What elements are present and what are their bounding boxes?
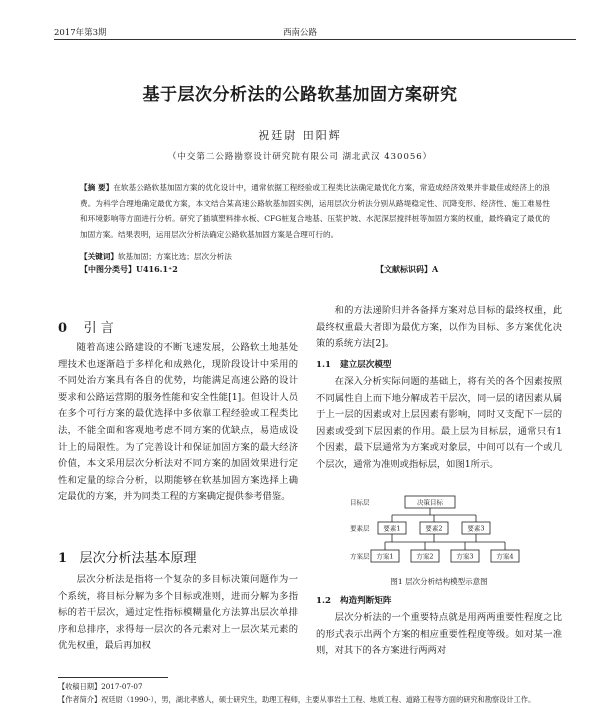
- ahp-paragraph: 层次分析法是指将一个复杂的多目标决策问题作为一个系统，将目标分解为多个目标或准则，进而分解为多指标的若干层次，通过定性指标模糊量化方法算出层次单排序和总排序，求得每一层次的各元素对上一层次某元素的优先权重，最后再加权: [58, 574, 298, 652]
- level-label: 目标层: [350, 498, 370, 507]
- keywords: [80, 251, 232, 262]
- footnote-rule: [58, 677, 168, 678]
- running-header-journal: 西南公路: [282, 28, 317, 38]
- model-paragraph: 在深入分析实际问题的基础上，将有关的各个因素按照不同属性自上而下地分解成若干层次，同一层的诸因素从属于上一层的因素或对上层因素有影响，同时又支配下一层的因素或受到下层因素的作用。最上层为目标层，通常只有1个因素，最下层通常为方案或对象层，中间可以有一个或几个层次，通常为准则或指标层，如图1所示。: [316, 376, 562, 470]
- matrix-body: [316, 610, 562, 660]
- keywords-label: 【关键词】: [80, 252, 118, 261]
- section-0-title: 引 言: [83, 321, 114, 336]
- abstract: [80, 180, 550, 242]
- paper-title: 基于层次分析法的公路软基加固方案研究: [142, 85, 458, 105]
- doc-code: [376, 264, 438, 275]
- classification-value: U416.1⁺2: [136, 264, 178, 274]
- level-label: 方案层: [350, 552, 370, 561]
- header-rule: [54, 39, 576, 40]
- alternative-label: 方案3: [456, 552, 474, 561]
- criterion-label: 要素1: [383, 524, 401, 533]
- classification: [80, 264, 178, 275]
- section-1-1-title: 建立层次模型: [339, 360, 392, 370]
- figure-hierarchy-diagram: [350, 494, 550, 574]
- section-1-2-number: 1.2: [316, 596, 331, 606]
- keywords-text: 软基加固；方案比选；层次分析法: [117, 252, 232, 261]
- section-1-1-number: 1.1: [316, 360, 331, 370]
- received-date: 【收稿日期】2017-07-07: [58, 682, 143, 691]
- footnotes: [58, 680, 560, 706]
- goal-label: 决策目标: [417, 498, 443, 507]
- section-1-2-heading: [316, 594, 392, 606]
- authors: 祝廷尉 田阳辉: [258, 129, 342, 142]
- running-header-issue: 2017年第3期: [54, 28, 107, 38]
- doc-code-value: A: [432, 264, 439, 274]
- intro-body: [58, 340, 298, 506]
- right-column-top: [316, 303, 562, 353]
- right-top-paragraph: 和的方法递阶归并各备择方案对总目标的最终权重，此最终权重最大者即为最优方案，以作为目标、多方案优化决策的系统方法[2]。: [316, 305, 562, 350]
- level-label: 要素层: [350, 524, 370, 533]
- abstract-label: 【摘 要】: [80, 183, 114, 192]
- abstract-text: 在软基公路软基加固方案的优化设计中，通常依据工程经验或工程类比法确定最优化方案，常造成经济效果并非最佳或经济上的浪费。为科学合理地确定最优方案，本文结合某高速公路软基加固实例，运用层次分析法分别从路堤稳定性、沉降变形、经济性、施工难易性和环境影响等方面进行分析。研究了插填塑料排水板、CFG桩复合地基、压浆护坡、水泥深层搅拌桩等加固方案的权重，最终确定了最优的加固方案。结果表明，运用层次分析法确定公路软基加固方案是合理可行的。: [80, 183, 550, 239]
- figure-caption: 图1 层次分析结构模型示意图: [390, 577, 488, 586]
- section-0-number: 0: [58, 321, 68, 336]
- section-1-heading: [58, 547, 196, 566]
- criterion-label: 要素3: [467, 524, 485, 533]
- author-bio: 【作者简介】祝廷尉（1990-），男，湖北孝感人，硕士研究生，助理工程师，主要从事岩土工程、地质工程、道路工程等方面的研究和勘察设计工作。: [58, 695, 536, 704]
- ahp-body: [58, 572, 298, 655]
- alternative-label: 方案4: [496, 552, 514, 561]
- section-1-1-heading: [316, 358, 392, 370]
- alternative-label: 方案1: [376, 552, 394, 561]
- classification-label: 【中图分类号】: [80, 264, 136, 274]
- matrix-paragraph: 层次分析法的一个重要特点就是用两两重要性程度之比的形式表示出两个方案的相应重要性程度等级。如对某一准则，对其下的各方案进行两两对: [316, 612, 562, 657]
- section-1-number: 1: [58, 551, 68, 566]
- affiliation: （中交第二公路勘察设计研究院有限公司 湖北武汉 430056）: [167, 152, 433, 162]
- criterion-label: 要素2: [425, 524, 443, 533]
- alternative-label: 方案2: [416, 552, 434, 561]
- doc-code-label: 【文献标识码】: [376, 264, 432, 274]
- model-body: [316, 374, 562, 474]
- section-1-title: 层次分析法基本原理: [79, 551, 197, 566]
- section-1-2-title: 构造判断矩阵: [339, 596, 392, 606]
- intro-paragraph: 随着高速公路建设的不断飞速发展，公路软土地基处理技术也逐渐趋于多样化和成熟化，现阶段设计中采用的不同处治方案具有各自的优势，均能满足高速公路的设计要求和公路运营期的服务性能和安全性能[1]。但设计人员在多个可行方案的最优选择中多依靠工程经验或工程类比法，不能全面和客观地考虑不同方案的优缺点，易造成设计上的局限性。为了完善设计和保证加固方案的最大经济价值，本文采用层次分析法对不同方案的加固效果进行定性和定量的综合分析，以期能够在软基加固方案选择上确定最优的方案，并为同类工程的方案确定提供参考借鉴。: [58, 342, 298, 503]
- section-0-heading: [58, 317, 114, 336]
